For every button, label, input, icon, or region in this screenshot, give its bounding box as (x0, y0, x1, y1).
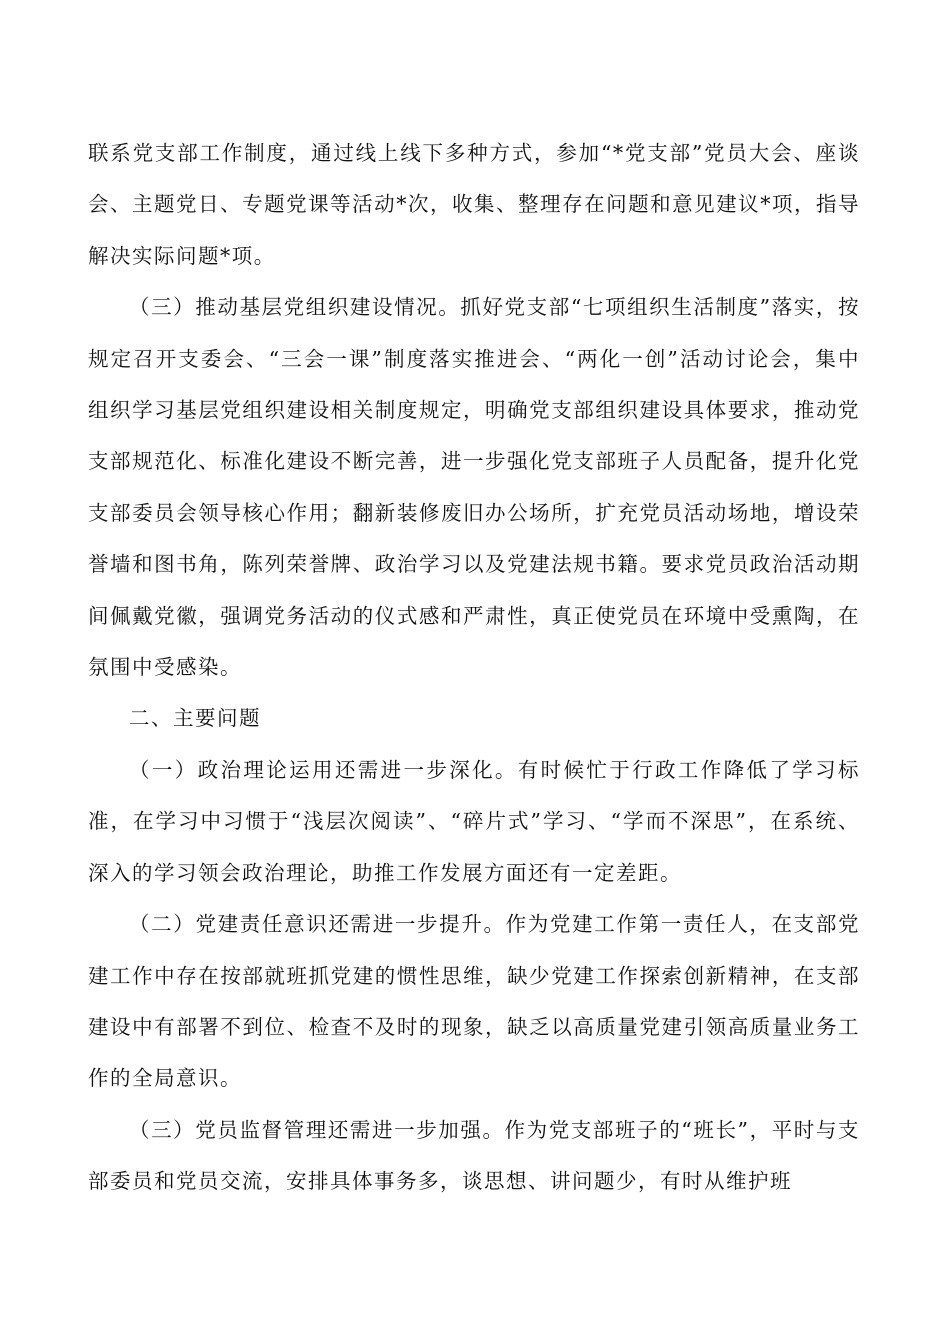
paragraph-section-3-party-building: （三）推动基层党组织建设情况。抓好党支部“七项组织生活制度”落实，按规定召开支委会、“三会一课”制度落实推进会、“两化一创”活动讨论会，集中组织学习基层党组织建设相关制度规定，明确党支部组织建设具体要求，推动党支部规范化、标准化建设不断完善，进一步强化党支部班子人员配备，提升化党支部委员会领导核心作用；翻新装修废旧办公场所，扩充党员活动场地，增设荣誉墙和图书角，陈列荣誉牌、政治学习以及党建法规书籍。要求党员政治活动期间佩戴党徽，强调党务活动的仪式感和严肃性，真正使党员在环境中受熏陶，在氛围中受感染。 (88, 295, 860, 680)
paragraph-problem-2: （二）党建责任意识还需进一步提升。作为党建工作第一责任人，在支部党建工作中存在按部就班抓党建的惯性思维，缺少党建工作探索创新精神，在支部建设中有部署不到位、检查不及时的现象，缺乏以高质量党建引领高质量业务工作的全局意识。 (88, 912, 860, 1091)
paragraph-continued: 联系党支部工作制度，通过线上线下多种方式，参加“*党支部”党员大会、座谈会、主题党日、专题党课等活动*次，收集、整理存在问题和意见建议*项，指导解决实际问题*项。 (88, 141, 860, 268)
section-heading-main-problems: 二、主要问题 (129, 706, 261, 731)
paragraph-problem-1: （一）政治理论运用还需进一步深化。有时候忙于行政工作降低了学习标准，在学习中习惯于“浅层次阅读”、“碎片式”学习、“学而不深思”，在系统、深入的学习领会政治理论，助推工作发展方面还有一定差距。 (88, 757, 860, 885)
paragraph-problem-3: （三）党员监督管理还需进一步加强。作为党支部班子的“班长”，平时与支部委员和党员交流，安排具体事务多，谈思想、讲问题少，有时从维护班 (88, 1117, 860, 1194)
document-body (88, 128, 860, 1208)
